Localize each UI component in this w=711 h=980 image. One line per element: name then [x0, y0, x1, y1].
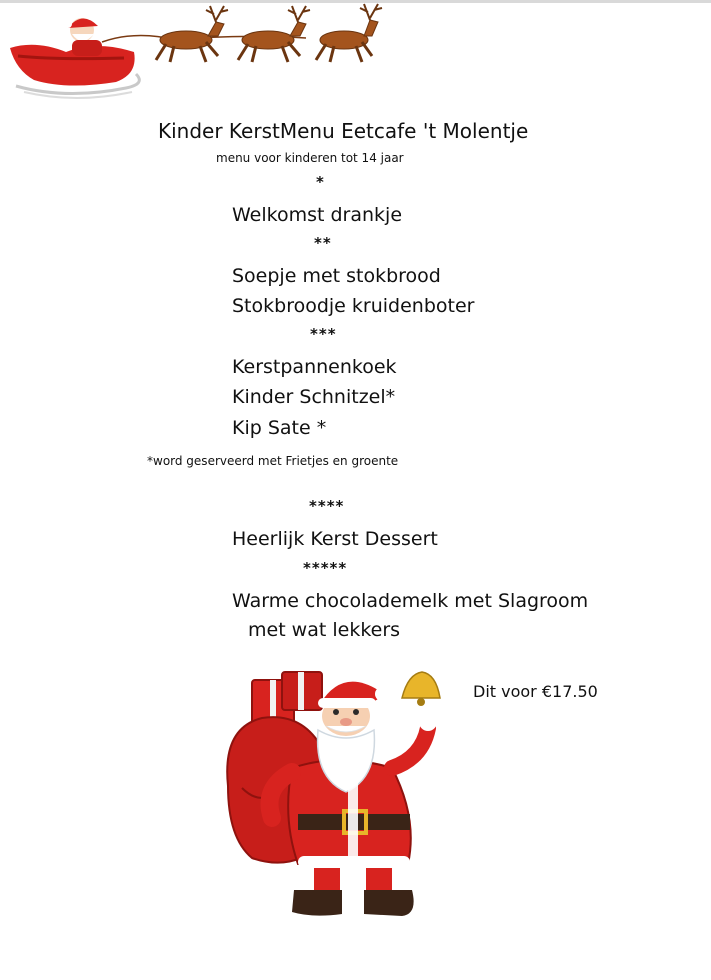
menu-subtitle: menu voor kinderen tot 14 jaar — [216, 151, 404, 165]
course-main-kip-sate: Kip Sate * — [232, 417, 327, 439]
serving-note: *word geserveerd met Frietjes en groente — [147, 454, 399, 468]
course-welcome-drink: Welkomst drankje — [232, 204, 403, 226]
price-label: Dit voor €17.50 — [473, 682, 598, 701]
course-dessert: Heerlijk Kerst Dessert — [232, 528, 438, 550]
course-drink-chocolate: Warme chocolademelk met Slagroom — [232, 590, 589, 612]
separator-3: *** — [310, 325, 337, 343]
separator-5: ***** — [303, 559, 348, 577]
course-main-schnitzel: Kinder Schnitzel* — [232, 386, 396, 408]
separator-2: ** — [314, 234, 332, 252]
course-starter-soup: Soepje met stokbrood — [232, 265, 441, 287]
menu-title: Kinder KerstMenu Eetcafe 't Molentje — [158, 119, 529, 143]
course-main-pancake: Kerstpannenkoek — [232, 356, 397, 378]
separator-1: * — [316, 173, 325, 191]
sleigh-reindeer-illustration — [6, 0, 386, 104]
course-starter-bread: Stokbroodje kruidenboter — [232, 295, 475, 317]
course-drink-extra: met wat lekkers — [248, 619, 401, 641]
separator-4: **** — [309, 497, 345, 515]
santa-claus-illustration — [222, 668, 458, 920]
